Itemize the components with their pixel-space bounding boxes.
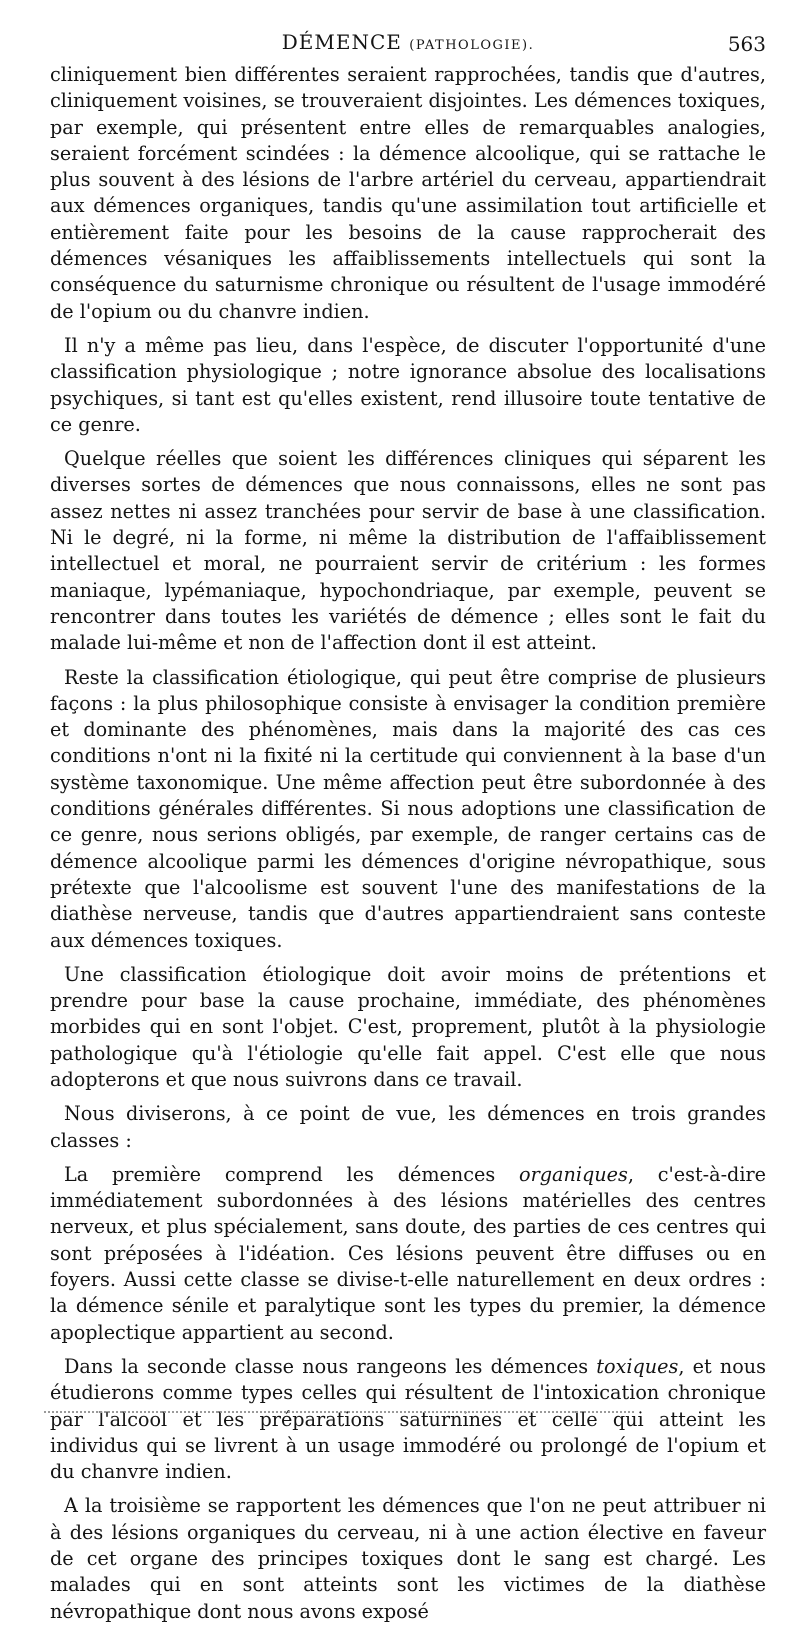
paragraph-7-end: , c'est-à-dire immédiatement subordonnées à des lésions matérielles des centres nerveux, et plus spécialement, sans doute, des parties de ces centres qui sont préposées à l'idéation. Ces lésions peuvent être diffuses ou en foyers. Aussi cette classe se divise-t-elle naturellement en deux ordres : la démence sénile et paralytique sont les types du premier, la démence apoplectique appartient au second.: [50, 1162, 767, 1344]
paragraph-9: A la troisième se rapportent les démences que l'on ne peut attribuer ni à des lésions organiques du cerveau, ni à une action élective en faveur de cet organe des principes toxiques dont le sang est chargé. Les malades qui en sont atteints sont les victimes de la diathèse névropathique dont nous avons exposé: [50, 1494, 766, 1623]
emphasis-organiques: organiques: [519, 1162, 628, 1186]
paragraph-7: [50, 1162, 766, 1346]
paragraph-1: cliniquement bien différentes seraient rapprochées, tandis que d'autres, cliniquement voisines, se trouveraient disjointes. Les démences toxiques, par exemple, qui présentent entre elles de remarquables analogies, seraient forcément scindées : la démence alcoolique, qui se rattache le plus souvent à des lésions de l'arbre artériel du cerveau, appartiendrait aux démences organiques, tandis qu'une assimilation tout artificielle et entièrement faite pour les besoins de la cause rapprocherait des démences vésaniques les affaiblissements intellectuels qui sont la conséquence du saturnisme chronique ou résultent de l'usage immodéré de l'opium ou du chanvre indien.: [50, 63, 766, 323]
paragraph-2: Il n'y a même pas lieu, dans l'espèce, de discuter l'opportunité d'une classification physiologique ; notre ignorance absolue des localisations psychiques, si tant est qu'elles existent, rend illusoire toute tentative de ce genre.: [50, 333, 766, 436]
page-number: 563: [727, 32, 766, 56]
header-subtitle: (PATHOLOGIE).: [409, 38, 535, 53]
paragraph-7-start: La première comprend les démences: [64, 1162, 520, 1186]
paragraph-8-start: Dans la seconde classe nous rangeons les démences: [64, 1354, 597, 1378]
running-head: [50, 30, 766, 60]
footer-rule: [44, 1411, 634, 1413]
paragraph-8: [50, 1354, 766, 1485]
paragraph-4: Reste la classification étiologique, qui peut être comprise de plusieurs façons : la plus philosophique consiste à envisager la condition première et dominante des phénomènes, mais dans la majorité des cas ces conditions n'ont ni la fixité ni la certitude qui conviennent à la base d'un système taxonomique. Une même affection peut être subordonnée à des conditions générales différentes. Si nous adoptions une classification de ce genre, nous serions obligés, par exemple, de ranger certains cas de démence alcoolique parmi les démences d'origine névropathique, sous prétexte que l'alcoolisme est souvent l'une des manifestations de la diathèse nerveuse, tandis que d'autres appartiendraient sans conteste aux démences toxiques.: [50, 665, 766, 952]
running-title: [50, 30, 766, 54]
header-title: DÉMENCE: [281, 30, 402, 54]
paragraph-5: Une classification étiologique doit avoir moins de prétentions et prendre pour base la cause prochaine, immédiate, des phénomènes morbides qui en sont l'objet. C'est, proprement, plutôt à la physiologie pathologique qu'à l'étiologie qu'elle fait appel. C'est elle que nous adopterons et que nous suivrons dans ce travail.: [50, 962, 766, 1091]
body-text: [50, 62, 766, 1633]
paragraph-3: Quelque réelles que soient les différences cliniques qui séparent les diverses sortes de démences que nous connaissons, elles ne sont pas assez nettes ni assez tranchées pour servir de base à une classification. Ni le degré, ni la forme, ni même la distribution de l'affaiblissement intellectuel et moral, ne pourraient servir de critérium : les formes maniaque, lypémaniaque, hypochondriaque, par exemple, peuvent se rencontrer dans toutes les variétés de démence ; elles sont le fait du malade lui-même et non de l'affection dont il est atteint.: [50, 447, 766, 655]
paragraph-8-end: , et nous étudierons comme types celles qui résultent de l'intoxication chronique par l'alcool et les préparations saturnines et celle qui atteint les individus qui se livrent à un usage immodéré ou prolongé de l'opium et du chanvre indien.: [50, 1354, 766, 1484]
emphasis-toxiques: toxiques: [596, 1354, 679, 1378]
paragraph-6: Nous diviserons, à ce point de vue, les démences en trois grandes classes :: [50, 1102, 766, 1152]
